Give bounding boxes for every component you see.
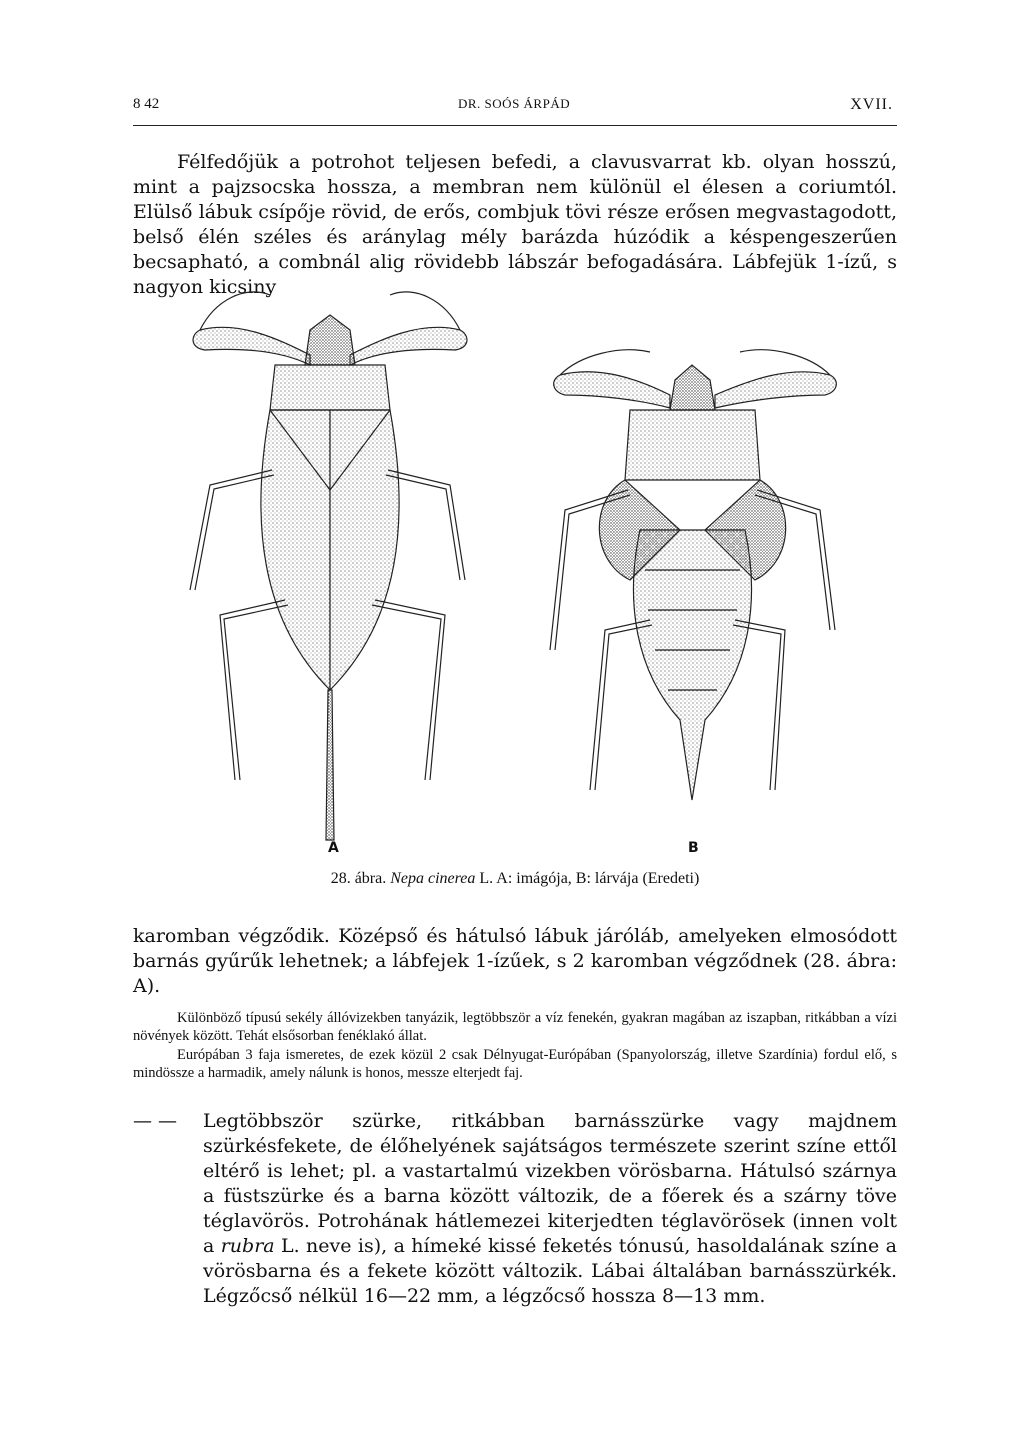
paragraph-5-text-1: Legtöbbször szürke, ritkábban barnásszürke vagy majdnem szürkésfekete, de élőhelyének sajátságos természete szerint színe ettől eltérő is lehet; pl. a vastartalmú vizekben vörösbarna. Hátulsó szárnya a füstszürke és a barna között változik, de a főerek és a szárny töve téglavörös. Potrohának hátlemezei kiterjedten téglavörösek (innen volt a <box>203 1110 897 1257</box>
paragraph-5-text-2: L. neve is), a hímeké kissé feketés tónusú, hasoldalának színe a vörösbarna és a fekete között változik. Lábai általában barnásszürkék. Légzőcső nélkül 16—22 mm, a légzőcső hossza 8—13 mm. <box>203 1235 897 1307</box>
insect-b-drawing <box>550 350 836 800</box>
running-header <box>133 96 893 122</box>
paragraph-1: Félfedőjük a potrohot teljesen befedi, a clavusvarrat kb. olyan hosszú, mint a pajzsocska hossza, a membran nem különül el élesen a coriumtól. Elülső lábuk csípője rövid, de erős, combjuk tövi része erősen megvastagodott, belső élén széles és aránylag mély barázda húzódik a késpengeszerűen becsapható, a combnál alig rövidebb lábszár befogadására. Lábfejük 1-ízű, s nagyon kicsiny <box>133 151 897 298</box>
header-rule <box>133 125 897 126</box>
paragraph-5-italic: rubra <box>220 1235 275 1257</box>
paragraph-5-dash: — — <box>133 1110 178 1132</box>
section-number: XVII. <box>850 96 893 113</box>
paragraph-4: Európában 3 faja ismeretes, de ezek közül 2 csak Délnyugat-Európában (Spanyolország, illetve Szardínia) fordul elő, s mindössze a harmadik, amely nálunk is honos, messze elterjedt faj. <box>133 1047 897 1081</box>
insect-a-drawing <box>190 292 467 840</box>
paragraph-5 <box>133 1109 897 1309</box>
caption-species: Nepa cinerea <box>390 870 476 887</box>
figure-illustration <box>160 270 880 870</box>
figure-label-a: A <box>328 840 339 856</box>
caption-number: 28. ábra. <box>330 870 387 887</box>
figure-caption <box>133 870 897 888</box>
figure-28 <box>160 270 880 870</box>
page-number: 8 42 <box>133 96 160 112</box>
paragraph-5-body <box>203 1109 897 1309</box>
author-name: DR. SOÓS ÁRPÁD <box>458 96 571 111</box>
paragraph-2: karomban végződik. Középső és hátulsó lábuk járóláb, amelyeken elmosódott barnás gyűrűk lehetnek; a lábfejek 1-ízűek, s 2 karomban végződnek (28. ábra: A). <box>133 925 897 997</box>
caption-text: L. A: imágója, B: lárvája (Eredeti) <box>479 870 700 887</box>
paragraph-3: Különböző típusú sekély állóvizekben tanyázik, legtöbbször a víz fenekén, gyakran magában az iszapban, ritkábban a vízi növények között. Tehát elsősorban fenéklakó állat. <box>133 1010 897 1044</box>
figure-label-b: B <box>688 840 699 856</box>
